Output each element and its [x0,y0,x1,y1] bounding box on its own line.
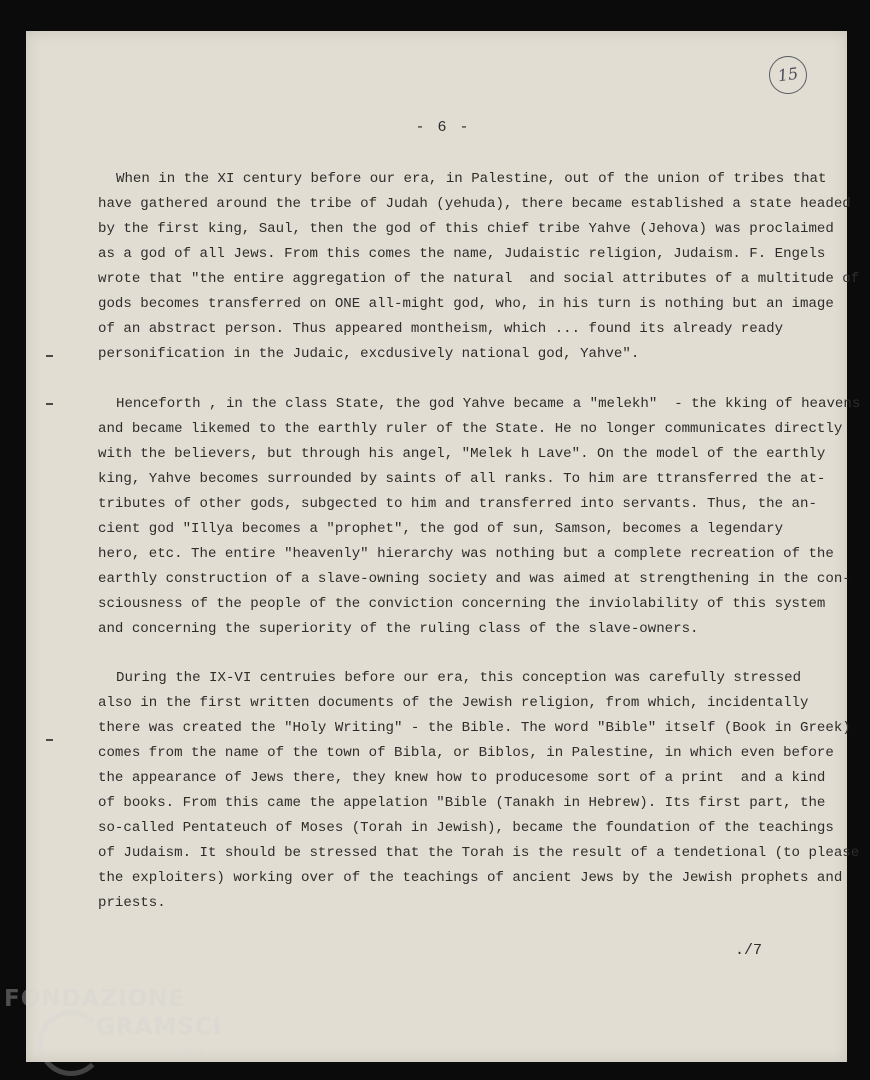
text-line: sciousness of the people of the conviction concerning the inviolability of this system [98,596,826,612]
text-line: of Judaism. It should be stressed that the Torah is the result of a tendetional (to please [98,845,860,861]
watermark-logo-icon [38,1010,104,1076]
text-line: as a god of all Jews. From this comes the name, Judaistic religion, Judaism. F. Engels [98,246,826,262]
text-line: and concerning the superiority of the ruling class of the slave-owners. [98,621,699,637]
paragraph-3 [98,666,860,916]
text-line: tributes of other gods, subgected to him and transferred into servants. Thus, the an- [98,496,817,512]
text-line: the exploiters) working over of the teachings of ancient Jews by the Jewish prophets and [98,870,843,886]
text-line: also in the first written documents of the Jewish religion, from which, incidentally [98,695,809,711]
text-line: of an abstract person. Thus appeared montheism, which ... found its already ready [98,321,784,337]
page-number: - 6 - [415,119,471,136]
text-line: so-called Pentateuch of Moses (Torah in Jewish), became the foundation of the teachings [98,820,834,836]
text-line: by the first king, Saul, then the god of this chief tribe Yahve (Jehova) was proclaimed [98,221,834,237]
text-line: there was created the "Holy Writing" - the Bible. The word "Bible" itself (Book in Greek) [98,720,851,736]
text-line: wrote that "the entire aggregation of the natural and social attributes of a multitude of [98,271,860,287]
margin-mark [46,403,53,405]
text-line: have gathered around the tribe of Judah (yehuda), there became established a state headed [98,196,851,212]
watermark [4,984,234,1080]
text-line: comes from the name of the town of Bibla, or Biblos, in Palestine, in which even before [98,745,834,761]
text-line: personification in the Judaic, excdusively national god, Yahve". [98,346,640,362]
text-line: During the IX-VI centruies before our era, this conception was carefully stressed [116,670,802,686]
text-line: Henceforth , in the class State, the god Yahve became a "melekh" - the kking of heavens [116,396,861,412]
folio-stamp: 15 [767,54,810,97]
watermark-name-2: GRAMSCI [96,1014,223,1040]
watermark-suffix: onlus [178,1047,205,1058]
paragraph-1 [98,167,860,367]
text-line: priests. [98,895,166,911]
margin-mark [46,739,53,741]
text-line: gods becomes transferred on ONE all-might god, who, in his turn is nothing but an image [98,296,834,312]
watermark-name: FONDAZIONE [4,986,186,1012]
continuation-marker: ./7 [735,942,763,959]
text-line: king, Yahve becomes surrounded by saints of all ranks. To him are ttransferred the at- [98,471,826,487]
text-line: hero, etc. The entire "heavenly" hierarchy was nothing but a complete recreation of the [98,546,834,562]
text-line: the appearance of Jews there, they knew how to producesome sort of a print and a kind [98,770,826,786]
text-line: of books. From this came the appelation "Bible (Tanakh in Hebrew). Its first part, the [98,795,826,811]
text-line: with the believers, but through his angel, "Melek h Lave". On the model of the earthly [98,446,826,462]
text-line: and became likemed to the earthly ruler of the State. He no longer communicates directly [98,421,843,437]
text-line: earthly construction of a slave-owning society and was aimed at strengthening in the con- [98,571,851,587]
paragraph-2 [98,392,861,642]
margin-mark [46,355,53,357]
text-line: When in the XI century before our era, in Palestine, out of the union of tribes that [116,171,827,187]
text-line: cient god "Illya becomes a "prophet", the god of sun, Samson, becomes a legendary [98,521,784,537]
